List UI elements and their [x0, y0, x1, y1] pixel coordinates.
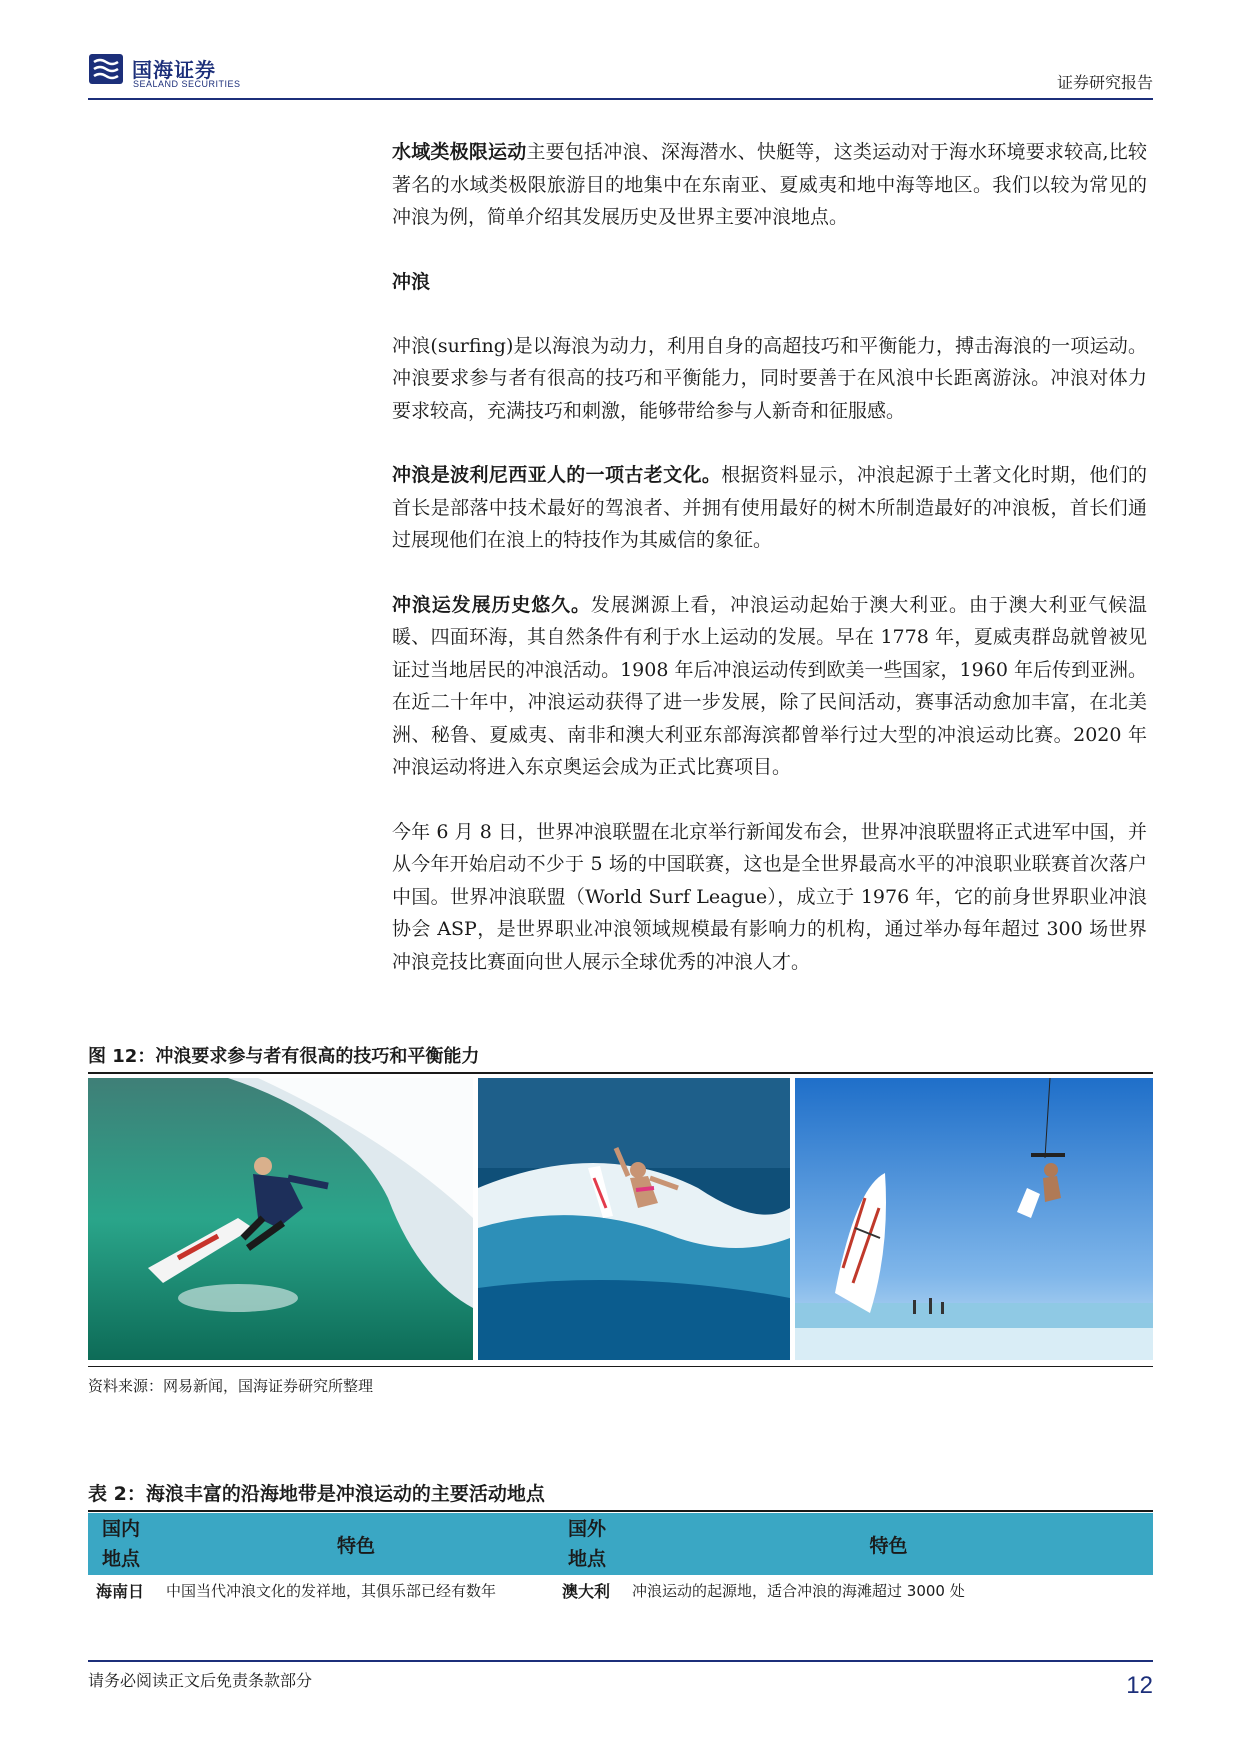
paragraph-text: 冲浪(surfing)是以海浪为动力，利用自身的高超技巧和平衡能力，搏击海浪的一项运动。冲浪要求参与者有很高的技巧和平衡能力，同时要善于在风浪中长距离游泳。冲浪对体力要求较高，充满技巧和刺激，能够带给参与人新奇和征服感。 — [392, 334, 1147, 422]
table-row — [88, 1575, 1153, 1605]
header-feature: 特色 — [158, 1513, 554, 1575]
disclaimer-note: 请务必阅读正文后免责条款部分 — [88, 1671, 313, 1690]
surfer-photo-1 — [88, 1078, 473, 1360]
table-cell: 冲浪运动的起源地，适合冲浪的海滩超过 3000 处 — [632, 1581, 965, 1600]
paragraph-text: 今年 6 月 8 日，世界冲浪联盟在北京举行新闻发布会，世界冲浪联盟将正式进军中国，并从今年开始启动不少于 5 场的中国联赛，这也是全世界最高水平的冲浪职业联赛首次落户中国。世界冲浪联盟（World Surf League），成立于 1976 年，它的前身世界职业冲浪协会 ASP，是世界职业冲浪领域规模最有影响力的机构，通过举办每年超过 300 场世界冲浪竞技比赛面向世人展示全球优秀的冲浪人才。 — [392, 820, 1147, 973]
paragraph-polynesian-culture — [392, 459, 1147, 557]
paragraph-lead: 冲浪运发展历史悠久。 — [392, 593, 591, 616]
page-footer — [88, 1660, 1153, 1702]
header-foreign-location: 国外地点 — [554, 1513, 624, 1575]
paragraph-surfing-definition — [392, 330, 1147, 428]
brand-name-cn: 国海证券 — [132, 58, 216, 82]
table-header-row — [88, 1513, 1153, 1575]
figure-photos — [88, 1078, 1153, 1367]
table-cell: 海南日 — [96, 1581, 145, 1601]
figure-title: 图 12：冲浪要求参与者有很高的技巧和平衡能力 — [88, 1044, 1153, 1074]
page-header — [88, 50, 1153, 100]
paragraph-water-sports — [392, 136, 1147, 234]
header-domestic-location: 国内地点 — [88, 1513, 158, 1575]
paragraph-lead: 冲浪是波利尼西亚人的一项古老文化。 — [392, 464, 722, 486]
paragraph-text: 主要包括冲浪、深海潜水、快艇等，这类运动对于海水环境要求较高,比较著名的水域类极限旅游目的地集中在东南亚、夏威夷和地中海等地区。我们以较为常见的冲浪为例，简单介绍其发展历史及世界主要冲浪地点。 — [392, 141, 1147, 228]
paragraph-wsl — [392, 816, 1147, 979]
sealand-logo-icon — [88, 52, 124, 86]
table-cell: 澳大利 — [562, 1581, 611, 1601]
surfer-photo-2 — [478, 1078, 790, 1360]
report-type: 证券研究报告 — [1056, 73, 1153, 92]
table-title: 表 2：海浪丰富的沿海地带是冲浪运动的主要活动地点 — [88, 1480, 1153, 1512]
paragraph-history — [392, 589, 1147, 784]
paragraph-lead: 水域类极限运动 — [392, 141, 527, 163]
brand-name-en: SEALAND SECURITIES — [133, 79, 241, 89]
report-body — [392, 136, 1147, 1010]
header-feature: 特色 — [624, 1513, 1153, 1575]
paragraph-text: 发展渊源上看，冲浪运动起始于澳大利亚。由于澳大利亚气候温暖、四面环海，其自然条件有利于水上运动的发展。早在 1778 年，夏威夷群岛就曾被见证过当地居民的冲浪活动。1908 年后冲浪运动传到欧美一些国家，1960 年后传到亚洲。在近二十年中，冲浪运动获得了进一步发展，除了民间活动，赛事活动愈加丰富，在北美洲、秘鲁、夏威夷、南非和澳大利亚东部海滨都曾举行过大型的冲浪运动比赛。2020 年冲浪运动将进入东京奥运会成为正式比赛项目。 — [392, 593, 1147, 778]
table-cell: 中国当代冲浪文化的发祥地，其俱乐部已经有数年 — [166, 1581, 497, 1600]
page-number: 12 — [1126, 1672, 1153, 1699]
section-title-surfing: 冲浪 — [392, 270, 431, 293]
paragraph-text: 根据资料显示，冲浪起源于土著文化时期，他们的首长是部落中技术最好的驾浪者、并拥有使用最好的树木所制造最好的冲浪板，首长们通过展现他们在浪上的特技作为其威信的象征。 — [392, 464, 1147, 551]
kitesurfer-photo — [795, 1078, 1153, 1360]
figure-source: 资料来源：网易新闻，国海证券研究所整理 — [88, 1377, 374, 1395]
surf-locations-table — [88, 1513, 1153, 1605]
